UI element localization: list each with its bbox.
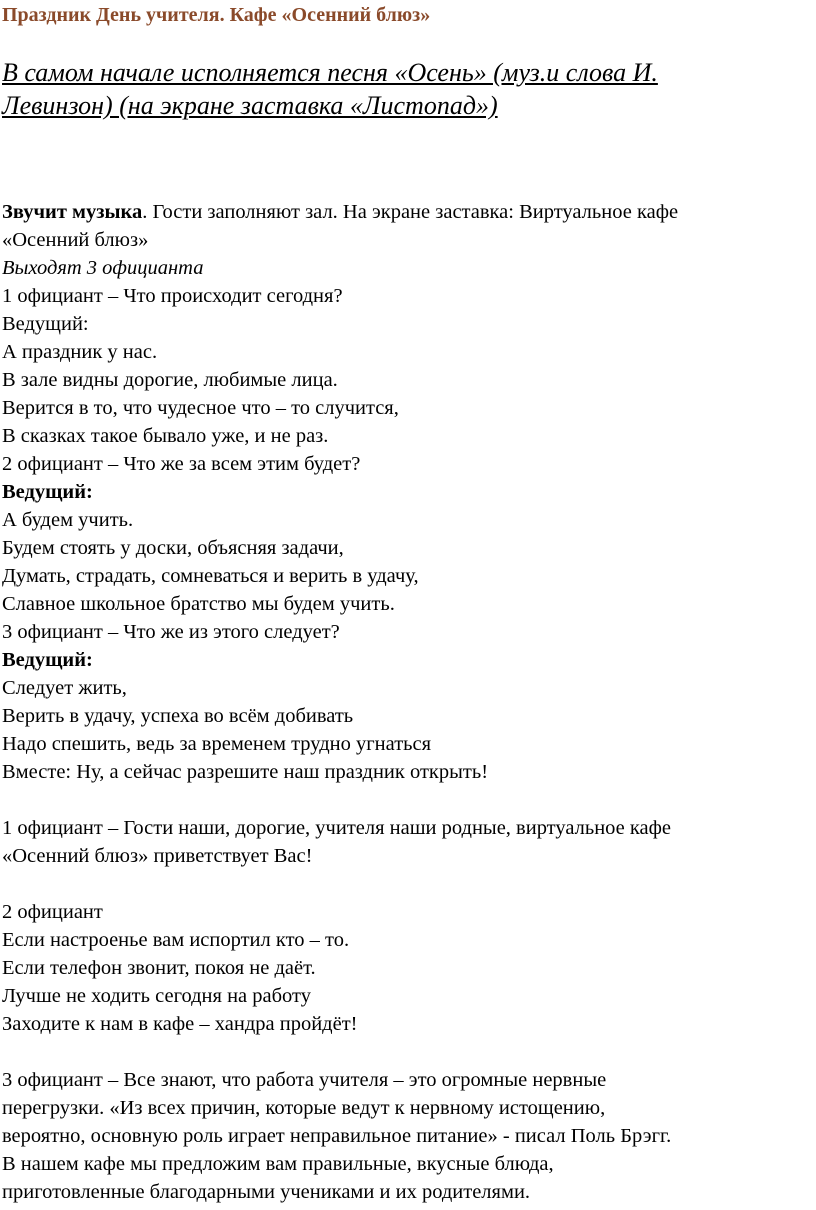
verse-line: В сказках такое бывало уже, и не раз. [2, 425, 329, 447]
verse-line: Следует жить, [2, 677, 127, 699]
verse-line: Верится в то, что чудесное что – то случится, [2, 397, 399, 419]
verse-line: Славное школьное братство мы будем учить. [2, 593, 395, 615]
verse-line: Если настроенье вам испортил кто – то. [2, 929, 350, 951]
intro-line [2, 198, 814, 226]
speaker-label: 2 официант [2, 901, 103, 923]
speaker-label: Ведущий: [2, 313, 89, 335]
stage-direction-line: В самом начале исполняется песня «Осень» (муз.и слова И. [2, 58, 658, 87]
verse-line: Лучше не ходить сегодня на работу [2, 985, 311, 1007]
speaker-label: Ведущий: [2, 649, 93, 671]
dialogue-line: «Осенний блюз» приветствует Вас! [2, 845, 313, 867]
document-title: Праздник День учителя. Кафе «Осенний блюз» [2, 4, 431, 26]
verse-line: Надо спешить, ведь за временем трудно угнаться [2, 733, 432, 755]
script-body [2, 198, 814, 1206]
blank-line [2, 786, 814, 814]
intro-text: . Гости заполняют зал. На экране заставка: Виртуальное кафе [142, 201, 679, 223]
verse-line: Вместе: Ну, а сейчас разрешите наш праздник открыть! [2, 761, 489, 783]
dialogue-line: 1 официант – Гости наши, дорогие, учителя наши родные, виртуальное кафе [2, 817, 672, 839]
dialogue-line: приготовленные благодарными учениками и их родителями. [2, 1181, 531, 1203]
dialogue-line: 2 официант – Что же за всем этим будет? [2, 453, 361, 475]
verse-line: В зале видны дорогие, любимые лица. [2, 369, 338, 391]
stage-direction: Выходят 3 официанта [2, 257, 204, 279]
verse-line: Заходите к нам в кафе – хандра пройдёт! [2, 1013, 358, 1035]
blank-line [2, 1038, 814, 1066]
dialogue-line: В нашем кафе мы предложим вам правильные, вкусные блюда, [2, 1153, 554, 1175]
dialogue-line: 3 официант – Что же из этого следует? [2, 621, 340, 643]
dialogue-line: перегрузки. «Из всех причин, которые ведут к нервному истощению, [2, 1097, 606, 1119]
blank-line [2, 870, 814, 898]
stage-direction-opening [2, 56, 792, 122]
stage-direction-line: Левинзон) (на экране заставка «Листопад») [2, 91, 498, 120]
verse-line: А праздник у нас. [2, 341, 158, 363]
verse-line: Думать, страдать, сомневаться и верить в удачу, [2, 565, 419, 587]
intro-line: «Осенний блюз» [2, 229, 149, 251]
verse-line: Будем стоять у доски, объясняя задачи, [2, 537, 344, 559]
speaker-label: Ведущий: [2, 481, 93, 503]
verse-line: А будем учить. [2, 509, 134, 531]
verse-line: Верить в удачу, успеха во всём добивать [2, 705, 354, 727]
dialogue-line: вероятно, основную роль играет неправильное питание» - писал Поль Брэгг. [2, 1125, 672, 1147]
dialogue-line: 3 официант – Все знают, что работа учителя – это огромные нервные [2, 1069, 607, 1091]
verse-line: Если телефон звонит, покоя не даёт. [2, 957, 316, 979]
intro-bold-text: Звучит музыка [2, 201, 143, 223]
dialogue-line: 1 официант – Что происходит сегодня? [2, 285, 343, 307]
